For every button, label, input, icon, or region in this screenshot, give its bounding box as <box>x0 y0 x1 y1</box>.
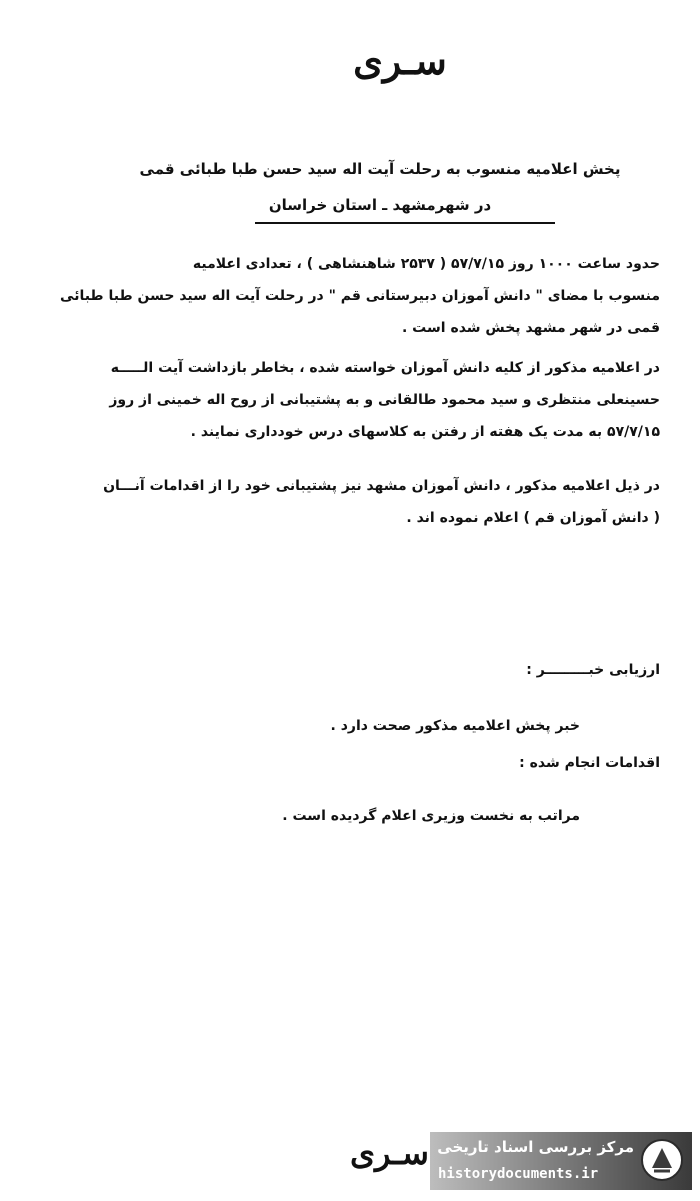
title-underline <box>255 222 555 224</box>
paragraph-3 <box>40 470 660 534</box>
document-title-line-2: در شهرمشهد ـ استان خراسان <box>268 196 492 214</box>
document-title-line-1: پخش اعلامیه منسوب به رحلت آیت اله سید حسن طبا طبائی قمی <box>139 160 621 178</box>
watermark-url: historydocuments.ir <box>438 1166 599 1182</box>
classification-bottom: سـری <box>350 1134 429 1172</box>
assessment-text: خبر پخش اعلامیه مذکور صحت دارد . <box>330 718 580 734</box>
paragraph-3-line-2: ( دانش آموزان قم ) اعلام نموده اند . <box>406 510 660 526</box>
paragraph-1-line-3: قمی در شهر مشهد پخش شده است . <box>401 320 660 336</box>
paragraph-2-line-2: حسینعلی منتظری و سید محمود طالقانی و به پشتیبانی از روح اله خمینی از روز <box>109 392 660 408</box>
footer <box>330 1128 690 1194</box>
paragraph-1-line-2: منسوب با مضای " دانش آموزان دبیرستانی قم " در رحلت آیت اله سید حسن طبا طبائی <box>60 288 660 304</box>
archive-logo-icon <box>640 1138 684 1182</box>
paragraph-2 <box>40 352 660 448</box>
paragraph-3-line-1: در ذیل اعلامیه مذکور ، دانش آموزان مشهد نیز پشتیبانی خود را از اقدامات آنـــان <box>103 478 660 494</box>
paragraph-2-line-1: در اعلامیه مذکور از کلیه دانش آموزان خواسته شده ، بخاطر بازداشت آیت الـــــه <box>110 360 660 376</box>
watermark-banner <box>430 1132 692 1190</box>
assessment-label: ارزیابی خبـــــــــر : <box>526 662 660 678</box>
watermark-name: مرکز بررسی اسناد تاریخی <box>437 1138 634 1156</box>
paragraph-1 <box>40 248 660 344</box>
actions-label: اقدامات انجام شده : <box>519 755 660 771</box>
classification-top: سـری <box>353 38 447 83</box>
actions-text: مراتب به نخست وزیری اعلام گردیده است . <box>282 808 580 824</box>
paragraph-2-line-3: ۵۷/۷/۱۵ به مدت یک هفته از رفتن به کلاسهای درس خودداری نمایند . <box>190 424 660 440</box>
paragraph-1-line-1: حدود ساعت ۱۰۰۰ روز ۵۷/۷/۱۵ ( ۲۵۳۷ شاهنشاهی ) ، تعدادی اعلامیه <box>192 256 660 272</box>
